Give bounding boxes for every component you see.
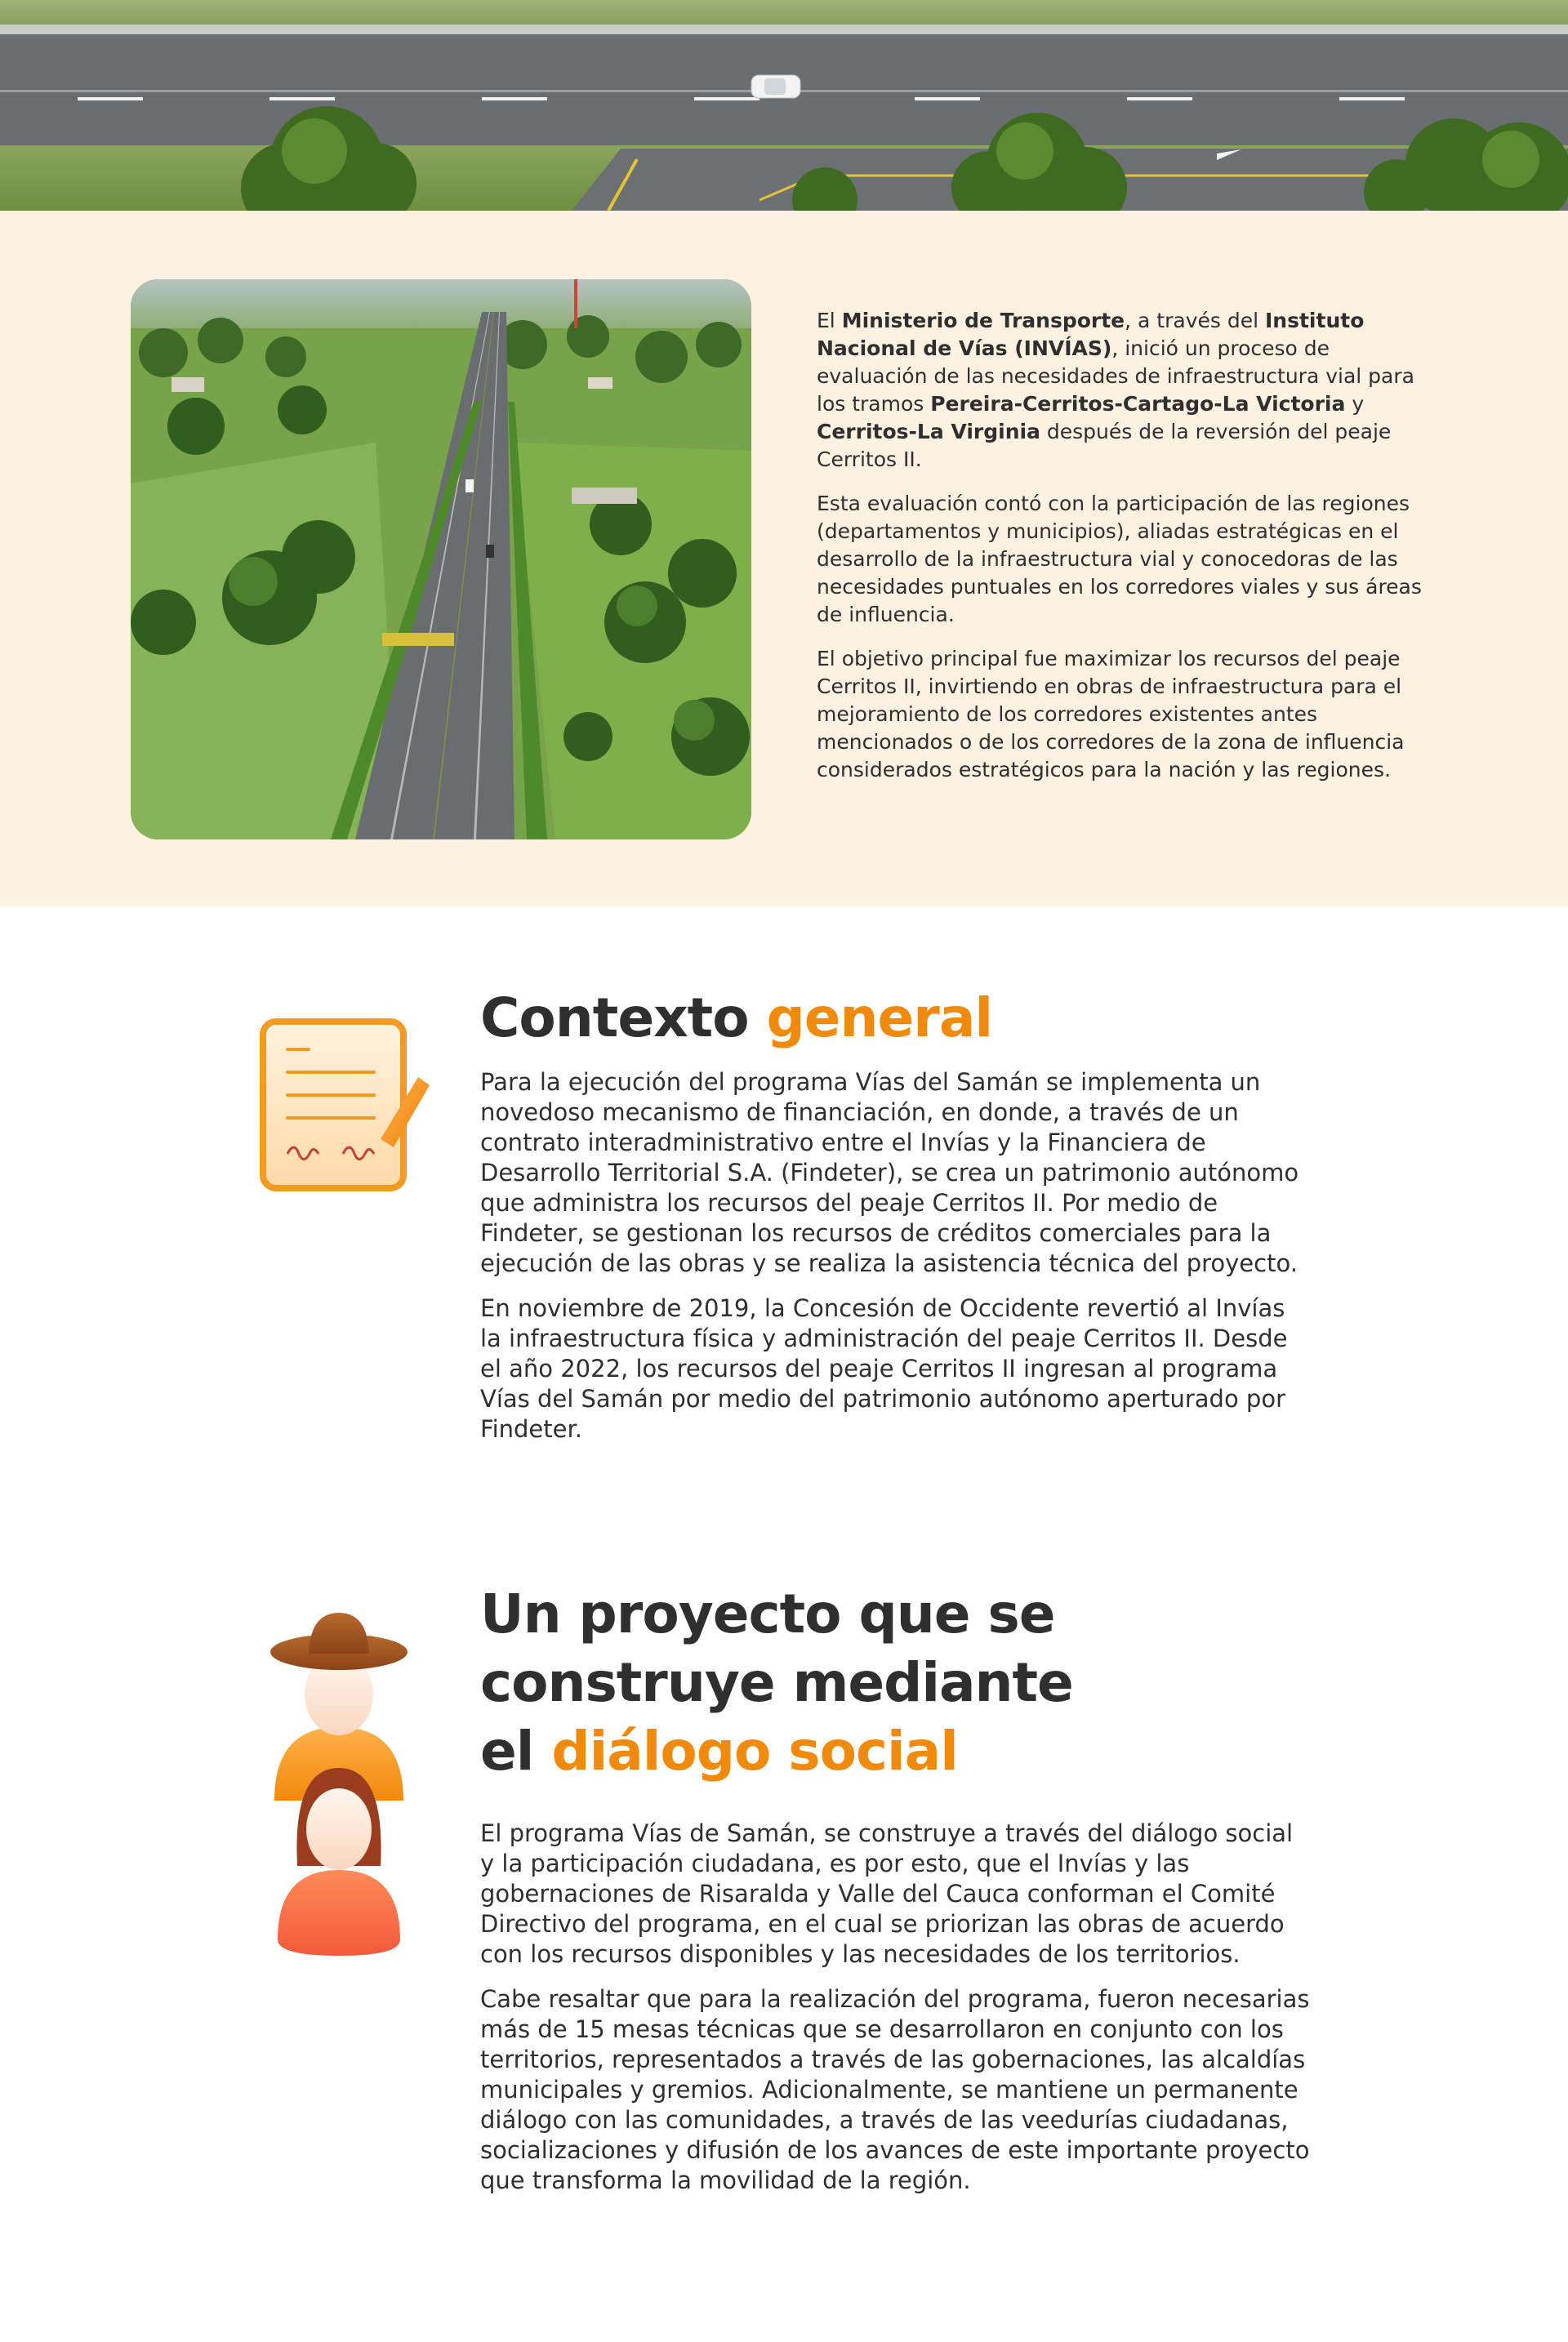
- people-icon: [268, 1596, 411, 1959]
- intro-paragraph-3: El objetivo principal fue maximizar los recursos del peaje Cerritos II, invirtiendo en obras de infraestructura para el mejoramiento de los corredores existentes antes mencionados o de los corredores de la zona de influencia considerados estratégicos para la nación y las regiones.: [817, 647, 1405, 781]
- dialogo-paragraph-2: Cabe resaltar que para la realización del programa, fueron necesarias más de 15 mesas técnicas que se desarrollaron en conjunto con los territorios, representados a través de las gobernaciones, las alcaldías municipales y gremios. Adicionalmente, se mantiene un permanente diálogo con las comunidades, a través de las veedurías ciudadanas, socializaciones y difusión de los avances de este importante proyecto que transforma la movilidad de la región.: [480, 1985, 1310, 2194]
- hero-banner: [0, 0, 1568, 211]
- aerial-highway-photo: [0, 0, 1568, 211]
- contexto-body: [480, 984, 1313, 1445]
- aerial-highway-photo: [131, 279, 751, 839]
- contexto-section: [0, 984, 1568, 1507]
- dialogo-section: [0, 1580, 1568, 2299]
- contexto-paragraph-1: Para la ejecución del programa Vías del Samán se implementa un novedoso mecanismo de financiación, en donde, a través de un contrato interadministrativo entre el Invías y la Financiera de Desarrollo Territorial S.A. (Findeter), se crea un patrimonio autónomo que administra los recursos del peaje Cerritos II. Por medio de Findeter, se gestionan los recursos de créditos comerciales para la ejecución de las obras y se realiza la asistencia técnica del proyecto.: [480, 1068, 1299, 1277]
- dialogo-body: [480, 1580, 1313, 2196]
- highway-photo: [131, 279, 751, 839]
- dialogo-title: Un proyecto que se construye mediante el diálogo social: [480, 1583, 1073, 1783]
- dialogo-paragraph-1: El programa Vías de Samán, se construye a través del diálogo social y la participación ciudadana, es por esto, que el Invías y las gobernaciones de Risaralda y Valle del Cauca conforman el Comité Directivo del programa, en el cual se priorizan las obras de acuerdo con los recursos disponibles y las necesidades de los territorios.: [480, 1819, 1294, 1968]
- document-signature-icon: [258, 1017, 430, 1208]
- intro-text: [817, 307, 1446, 800]
- contexto-paragraph-2: En noviembre de 2019, la Concesión de Occidente revertió al Invías la infraestructura física y administración del peaje Cerritos II. Desde el año 2022, los recursos del peaje Cerritos II ingresan al programa Vías del Samán por medio del patrimonio autónomo aperturado por Findeter.: [480, 1294, 1288, 1443]
- intro-section: [0, 211, 1568, 906]
- contexto-title: Contexto general: [480, 986, 992, 1049]
- intro-paragraph-2: Esta evaluación contó con la participación de las regiones (departamentos y municipios), aliadas estratégicas en el desarrollo de la infraestructura vial y conocedoras de las necesidades puntuales en los corredores viales y sus áreas de influencia.: [817, 492, 1422, 626]
- intro-paragraph-1: El Ministerio de Transporte, a través del Instituto Nacional de Vías (INVÍAS), inició un proceso de evaluación de las necesidades de infraestructura vial para los tramos Pereira-Cerritos-Cartago-La Victoria y Cerritos-La Virginia después de la reversión del peaje Cerritos II.: [817, 309, 1414, 471]
